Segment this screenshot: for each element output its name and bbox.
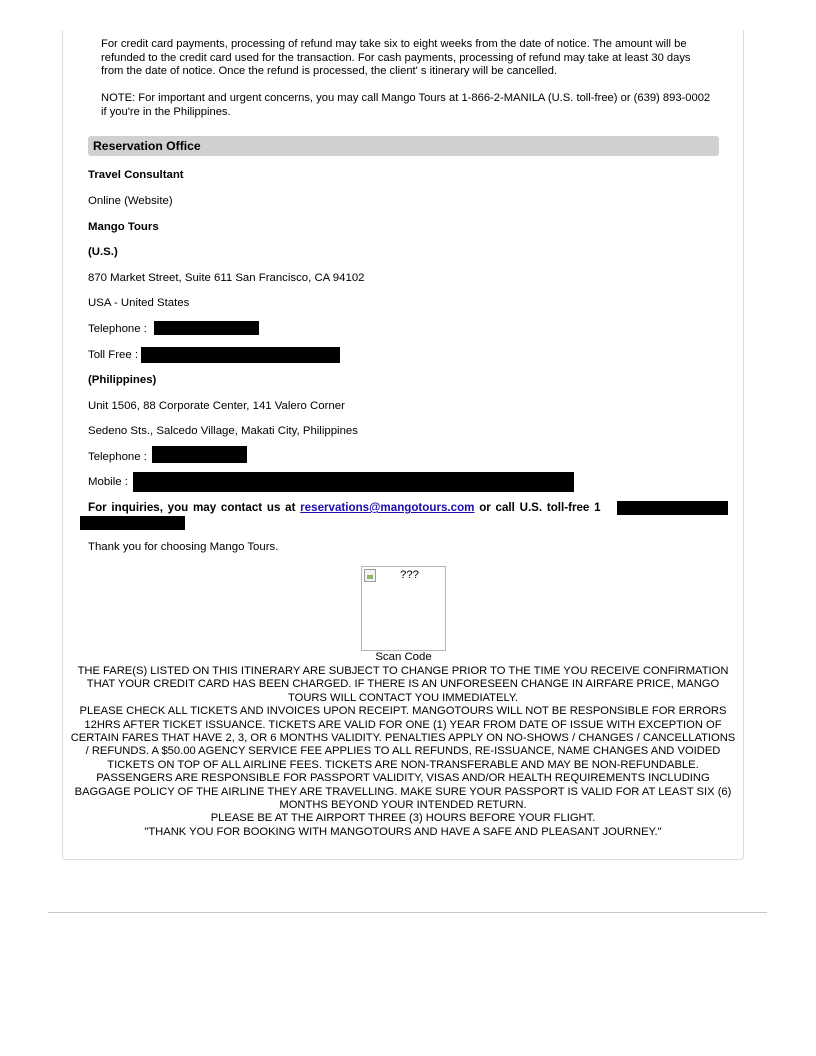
us-telephone-label: Telephone : (88, 323, 147, 335)
ph-telephone-label: Telephone : (88, 451, 147, 463)
redacted-toll-free-wrap (80, 516, 185, 530)
ph-office-address-line2: Sedeno Sts., Salcedo Village, Makati City, Philippines (88, 425, 358, 437)
travel-consultant-label: Travel Consultant (88, 169, 184, 181)
urgent-concerns-note: NOTE: For important and urgent concerns, you may call Mango Tours at 1-866-2-MANILA (U.S. toll-free) or (639) 893-0002 if you're in the Philippines. (101, 92, 711, 118)
disclaimer-block (70, 665, 736, 839)
inquiry-prefix: For inquiries, you may contact us at (88, 501, 296, 514)
scan-code-image (361, 566, 446, 651)
redacted-ph-telephone (152, 446, 247, 463)
closing-message: "THANK YOU FOR BOOKING WITH MANGOTOURS AND HAVE A SAFE AND PLEASANT JOURNEY." (144, 825, 662, 838)
ph-office-address-line1: Unit 1506, 88 Corporate Center, 141 Valero Corner (88, 400, 345, 412)
redacted-toll-free-continued (617, 501, 728, 515)
scan-code-alt-text: ??? (400, 569, 420, 581)
airport-arrival-notice: PLEASE BE AT THE AIRPORT THREE (3) HOURS BEFORE YOUR FLIGHT. (210, 812, 596, 825)
ph-mobile-label: Mobile : (88, 476, 128, 488)
ticket-terms-notice: PLEASE CHECK ALL TICKETS AND INVOICES UPON RECEIPT. MANGOTOURS WILL NOT BE RESPONSIBLE FOR ERRORS 12HRS AFTER TICKET ISSUANCE. TICKETS ARE VALID FOR ONE (1) YEAR FROM DATE OF ISSUE WITH EXCEPTION OF CERTAIN FARES THAT HAVE 2, 3, OR 6 MONTHS VALIDITY. PENALTIES APPLY ON NO-SHOWS / CHANGES / CANCELLATIONS / REFUNDS. A $50.00 AGENCY SERVICE FEE APPLIES TO ALL REFUNDS, RE-ISSUANCE, NAME CHANGES AND VOIDED TICKETS ON TOP OF ALL AIRLINE FEES. TICKETS ARE NON-TRANSFERABLE AND MAY BE NON-REFUNDABLE. PASSENGERS ARE RESPONSIBLE FOR PASSPORT VALIDITY, VISAS AND/OR HEALTH REQUIREMENTS INCLUDING BAGGAGE POLICY OF THE AIRLINE THEY ARE TRAVELLING. MAKE SURE YOUR PASSPORT IS VALID FOR AT LEAST SIX (6) MONTHS BEYOND YOUR INTENDED RETURN. (70, 705, 736, 812)
redacted-us-telephone (154, 321, 259, 335)
page-divider (48, 912, 767, 913)
ph-office-label: (Philippines) (88, 374, 157, 386)
us-toll-free-label: Toll Free : (88, 349, 139, 361)
refund-policy-text: For credit card payments, processing of refund may take six to eight weeks from the date of notice. The amount will be refunded to the credit card used for the transaction. For cash payments, processing of refund may take at least 30 days from the date of notice. Once the refund is processed, the client' s itinerary will be cancelled. (101, 38, 691, 78)
fare-change-notice: THE FARE(S) LISTED ON THIS ITINERARY ARE SUBJECT TO CHANGE PRIOR TO THE TIME YOU RECEIVE CONFIRMATION THAT YOUR CREDIT CARD HAS BEEN CHARGED. IF THERE IS AN UNFORESEEN CHANGE IN AIRFARE PRICE, MANGO TOURS WILL CONTACT YOU IMMEDIATELY. (77, 665, 729, 704)
inquiry-line (88, 501, 601, 515)
broken-image-icon (364, 569, 376, 582)
us-office-label: (U.S.) (88, 246, 118, 258)
redacted-ph-mobile (133, 472, 574, 492)
travel-consultant-value: Online (Website) (88, 195, 173, 207)
inquiry-suffix: or call U.S. toll-free 1 (479, 501, 601, 514)
reservation-office-header: Reservation Office (88, 136, 719, 156)
us-office-address: 870 Market Street, Suite 611 San Francisco, CA 94102 (88, 272, 365, 284)
redacted-us-toll-free (141, 347, 340, 363)
us-office-country: USA - United States (88, 297, 190, 309)
scan-code-label: Scan Code (375, 651, 432, 663)
thank-you-message: Thank you for choosing Mango Tours. (88, 541, 279, 553)
reservations-email-link[interactable]: reservations@mangotours.com (300, 501, 475, 514)
company-name: Mango Tours (88, 221, 159, 233)
